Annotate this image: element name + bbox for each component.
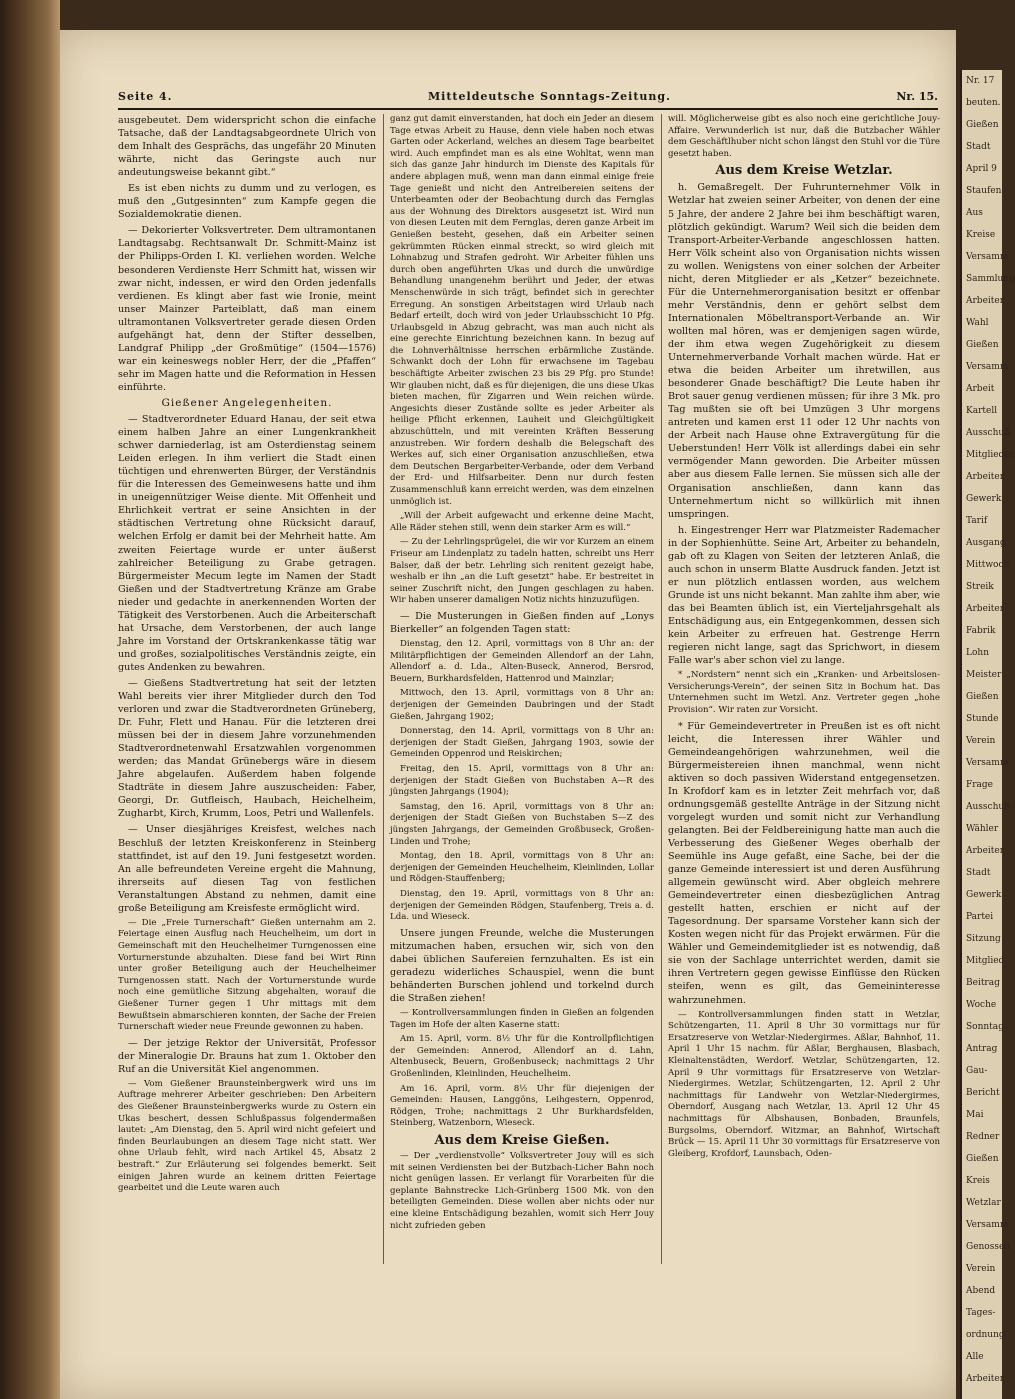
column-2 <box>390 114 654 1254</box>
adjacent-page-text: Gießen <box>966 1154 999 1164</box>
adjacent-page-text: Wahl <box>966 318 989 328</box>
adjacent-page-text: Lohn <box>966 648 989 658</box>
adjacent-page-text: Gießen <box>966 692 999 702</box>
adjacent-page-text: Fabrik <box>966 626 996 636</box>
paragraph: Am 16. April, vorm. 8½ Uhr für diejenigen der Gemeinden: Hausen, Langgöns, Leihgestern, Oppenrod, Rödgen, Trohe; nachmittags 2 Uhr Burkhardsfelden, Steinberg, Watzenborn, Wieseck. <box>390 1083 654 1129</box>
paragraph: Es ist eben nichts zu dumm und zu verlogen, es muß den „Gutgesinnten“ zum Kampfe gegen die Sozialdemokratie dienen. <box>118 183 376 221</box>
adjacent-page-text: Versamm <box>966 362 1009 372</box>
adjacent-page-text: Gewerk <box>966 890 1002 900</box>
adjacent-page-text: Frage <box>966 780 993 790</box>
paragraph: * Für Gemeindevertreter in Preußen ist es oft nicht leicht, die Interessen ihrer Wähler und Gemeindeangehörigen wahrzunehmen, weil die Bürgermeistereien ihnen manchmal, wenn nicht aktiven so doch passiven Widerstand entgegensetzen. In Krofdorf kam es in letzter Zeit mehrfach vor, daß ordnungsgemäß gestellte Anträge in der Sitzung nicht vorgelegt wurden und somit nicht zur Verhandlung gelangten. Bei der Feldbereinigung hatte man auch die Verbesserung des Gießener Weges oberhalb der Seemühle ins Auge gefaßt, eine Sache, bei der die ganze Gemeinde interessiert ist und deren Ausführung allgemein gewünscht wird. Aber obgleich mehrere Gemeindevertreter einen diesbezüglichen Antrag gestellt hatten, erschien er nicht auf der Tagesordnung. Der sparsame Vorsteher kann sich der Kosten wegen nicht für das Projekt erwärmen. Für die Wähler und Gemeindemitglieder ist es notwendig, daß sie von der Sachlage unterrichtet werden, damit sie ihren Vertretern gegen gewisse Einflüsse den Rücken steifen, wenn es gilt, das Gemeininteresse wahrzunehmen. <box>668 720 940 1006</box>
adjacent-page-text: Mai <box>966 1110 984 1120</box>
adjacent-page-text: Versamm <box>966 1220 1009 1230</box>
adjacent-page-text: Arbeiter <box>966 846 1005 856</box>
adjacent-page-text: beuten. <box>966 98 1001 108</box>
page-number: Seite 4. <box>118 90 173 103</box>
paragraph: — Die „Freie Turnerschaft“ Gießen unternahm am 2. Feiertage einen Ausflug nach Heuchelheim, um dort in Gemeinschaft mit den Heuchelheimer Turngenossen eine Vorturnerstunde abzuhalten. Diese fand bei Wirt Rinn unter großer Beteiligung auch der Heuchelheimer Turngenossen statt. Nach der Vorturnerstunde wurde noch eine gemütliche Sitzung abgehalten, worauf die Gießener Turner gegen 1 Uhr mittags mit dem Bewußtsein abmarschieren konnten, der Sache der Freien Turnerschaft wieder neue Freunde gewonnen zu haben. <box>118 917 376 1033</box>
paragraph: Montag, den 18. April, vormittags von 8 Uhr an: derjenigen der Gemeinden Heuchelheim, Kleinlinden, Lollar und Rödgen-Stauffenberg; <box>390 851 654 885</box>
adjacent-page-text: Wähler <box>966 824 999 834</box>
adjacent-page-text: Arbeiter <box>966 1374 1005 1384</box>
issue-number: Nr. 15. <box>896 90 938 103</box>
section-heading: Aus dem Kreise Wetzlar. <box>715 163 893 179</box>
paragraph: — Der jetzige Rektor der Universität, Professor der Mineralogie Dr. Brauns hat zum 1. Oktober den Ruf an die Universität Kiel angenommen. <box>118 1037 376 1075</box>
adjacent-page-text: Abend <box>966 1286 996 1296</box>
adjacent-page-text: Tarif <box>966 516 988 526</box>
paragraph: „Will der Arbeit aufgewacht und erkenne deine Macht, Alle Räder stehen still, wenn dein starker Arm es will.“ <box>390 511 654 533</box>
adjacent-page-text: Ausschuß <box>966 802 1011 812</box>
paragraph: Unsere jungen Freunde, welche die Musterungen mitzumachen haben, ersuchen wir, sich von den dabei üblichen Saufereien fernzuhalten. Es ist ein geradezu widerliches Schauspiel, wenn die bunt behänderten Burschen johlend und torkelnd durch die Straßen ziehen! <box>390 927 654 1004</box>
adjacent-page-text: Sammlung <box>966 274 1015 284</box>
adjacent-page-text: Redner <box>966 1132 1000 1142</box>
adjacent-page-text: Versamm <box>966 758 1009 768</box>
adjacent-page-text: ordnung <box>966 1330 1005 1340</box>
paragraph: * „Nordstern“ nennt sich ein „Kranken- und Arbeitslosen-Versicherungs-Verein“, der seinen Sitz in Bochum hat. Das Unternehmen sucht im Wetzl. Anz. Vertreter gegen „hohe Provision“. Wir raten zur Vorsicht. <box>668 670 940 715</box>
adjacent-page-text: Arbeit <box>966 384 995 394</box>
adjacent-page-text: Arbeiter <box>966 472 1005 482</box>
adjacent-page-text: Meister <box>966 670 1002 680</box>
adjacent-page-text: Wetzlar <box>966 1198 1001 1208</box>
paragraph: Dienstag, den 19. April, vormittags von 8 Uhr an: derjenigen der Gemeinden Rödgen, Staufenberg, Treis a. d. Lda. und Wieseck. <box>390 888 654 923</box>
adjacent-page-text: Genossen <box>966 1242 1011 1252</box>
adjacent-page-text: Beitrag <box>966 978 1000 988</box>
adjacent-page-text: Verein <box>966 736 996 746</box>
adjacent-page-text: Woche <box>966 1000 997 1010</box>
paragraph: ganz gut damit einverstanden, hat doch ein Jeder an diesem Tage etwas Arbeit zu Hause, denn viele haben noch etwas Garten oder Ackerland, welches an diesem Tage bearbeitet wird. Auch empfindet man es als eine Wohltat, wenn man sich das ganze Jahr hindurch im Dienste des Kapitals für andere abplagen muß, wenn man dann einmal einige freie Tage genießt und nicht den Antreibereien seitens der Unterbeamten oder der Beobachtung durch das Fernglas aus der Wohnung des Direktors ausgesetzt ist. Wird nun von diesen Leuten mit dem Fernglas, deren ganze Arbeit im Genießen besteht, gesehen, daß ein Arbeiter seinen gekrümmten Rücken einmal streckt, so wird gleich mit Lohnabzug und Strafen gedroht. Wir Arbeiter fühlen uns durch oben angeführten Ukas und durch die unwürdige Behandlung unangenehm berührt und Jeder, der etwas Menschenwürde in sich trägt, befindet sich in gerechter Erregung. An sonstigen Arbeitstagen wird Urlaub nach Bedarf erteilt, doch wird von jeder Urlaubsschicht 10 Pfg. Urlaubsgeld in Abzug gebracht, was man auch nicht als eine gerechte Einrichtung bezeichnen kann. In bezug auf die Lohnverhältnisse herrschen erbärmliche Zustände. Schwankt doch der Lohn für erwachsene im Tagebau beschäftigte Arbeiter zwischen 23 bis 29 Pfg. pro Stunde! Wir glauben nicht, daß es für diejenigen, die uns diese Ukas bieten machen, für Zigarren und Wein reichen würde. Angesichts dieser Zustände sollte es jeder Arbeiter als heilige Pflicht erkennen, Lauheit und Gleichgültigkeit abzuschütteln, und mit vereinten Kräften Besserung anzustreben. Wir fordern deshalb die Belegschaft des Werkes auf, sich einer Organisation anzuschließen, etwa dem Deutschen Bergarbeiter-Verbande, oder dem Verband der Erd- und Hilfsarbeiter. Denn nur durch festen Zusammenschluß kann erreicht werden, was dem einzelnen unmöglich ist. <box>390 114 654 507</box>
paragraph: Samstag, den 16. April, vormittags von 8 Uhr an: derjenigen der Stadt Gießen von Buchstaben S—Z des jüngsten Jahrgangs, der Gemeinden Großbuseck, Großen-Linden und Trohe; <box>390 801 654 847</box>
adjacent-page-text: Nr. 17 <box>966 76 995 86</box>
newspaper-page <box>60 30 956 1399</box>
column-divider <box>661 114 662 1264</box>
paragraph: Mittwoch, den 13. April, vormittags von 8 Uhr an: derjenigen der Gemeinden Daubringen und der Stadt Gießen, Jahrgang 1902; <box>390 688 654 722</box>
paragraph: Dienstag, den 12. April, vormittags von 8 Uhr an: der Militärpflichtigen der Gemeinden Allendorf an der Lahn, Allendorf a. d. Lda., Alten-Buseck, Annerod, Bersrod, Beuern, Burkhardsfelden, Hattenrod und Mainzlar; <box>390 639 654 684</box>
paragraph: ausgebeutet. Dem widerspricht schon die einfache Tatsache, daß der Landtagsabgeordnete Ulrich von dem Inhalt des Gesprächs, das ungefähr 20 Minuten währte, nicht das Geringste auch nur andeutungsweise bekannt gibt.“ <box>118 115 376 179</box>
header-rule <box>118 108 938 110</box>
adjacent-page-text: Ausschuß <box>966 428 1011 438</box>
adjacent-page-text: Kartell <box>966 406 998 416</box>
adjacent-page-text: Kreis <box>966 1176 990 1186</box>
adjacent-page-text: Mitglieder <box>966 450 1014 460</box>
adjacent-page-text: Arbeiter <box>966 296 1005 306</box>
adjacent-page-text: Tages- <box>966 1308 996 1318</box>
paragraph: will. Möglicherweise gibt es also noch eine gerichtliche Jouy-Affaire. Verwunderlich ist nur, daß die Butzbacher Wähler dem Geschäftlhuber nicht schon längst den Stuhl vor die Türe gesetzt haben. <box>668 114 940 159</box>
newspaper-title: Mitteldeutsche Sonntags-Zeitung. <box>428 90 671 103</box>
adjacent-page-text: Gießen <box>966 120 999 130</box>
adjacent-page-text: Mitglied <box>966 956 1005 966</box>
paragraph: — Zu der Lehrlingsprügelei, die wir vor Kurzem an einem Friseur am Lindenplatz zu tadeln hatten, schreibt uns Herr Balser, daß der betr. Lehrling sich renitent gezeigt habe, weshalb er ihn „an die Luft gesetzt“ habe. Er bestreitet in seiner Zuschrift nicht, den Jungen geschlagen zu haben. Wir haben unserer damaligen Notiz nichts hinzuzufügen. <box>390 537 654 606</box>
adjacent-page-text: Verein <box>966 1264 996 1274</box>
paragraph: — Gießens Stadtvertretung hat seit der letzten Wahl bereits vier ihrer Mitglieder durch den Tod verloren und zwar die Stadtverordneten Grüneberg, Dr. Fuhr, Flett und Hanau. Für die letzteren drei müssen bei der in diesem Jahre vorzunehmenden Stadtverordnetenwahl Ersatzwahlen vorgenommen werden; das Mandat Grünebergs wäre in diesem Jahre abgelaufen. Außerdem haben folgende Stadträte in diesem Jahre auszuscheiden: Faber, Georgi, Dr. Gutfleisch, Haubach, Heichelheim, Zugharbt, Kirch, Krumm, Loos, Petri und Wallenfels. <box>118 677 376 820</box>
adjacent-page-text: Partei <box>966 912 994 922</box>
adjacent-page-text: Ausgang <box>966 538 1006 548</box>
adjacent-page-text: Sonntag <box>966 1022 1004 1032</box>
column-3 <box>668 114 940 1254</box>
adjacent-page-text: Aus <box>966 208 983 218</box>
section-heading: Gießener Angelegenheiten. <box>161 396 333 409</box>
paragraph: Donnerstag, den 14. April, vormittags von 8 Uhr an: derjenigen der Stadt Gießen, Jahrgang 1903, sowie der Gemeinden Oppenrod und Reiskirchen; <box>390 726 654 760</box>
paragraph: — Unser diesjähriges Kreisfest, welches nach Beschluß der letzten Kreiskonferenz in Steinberg stattfindet, ist auf den 19. Juni festgesetzt worden. An alle befreundeten Vereine ergeht die Mahnung, ihrerseits auf diesen Tag von festlichen Veranstaltungen Abstand zu nehmen, damit eine große Beteiligung am Kreisfeste ermöglicht wird. <box>118 824 376 914</box>
column-1 <box>118 114 376 1254</box>
adjacent-page-text: Stunde <box>966 714 999 724</box>
paragraph: — Kontrollversammlungen finden in Gießen an folgenden Tagen im Hofe der alten Kaserne statt: <box>390 1007 654 1030</box>
paragraph: — Kontrollversammlungen finden statt in Wetzlar, Schützengarten, 11. April 8 Uhr 30 vormittags nur für Ersatzreserve von Wetzlar-Niedergirmes. Aßlar, Bahnhof, 11. April 1 Uhr 15 nachm. für Aßlar, Berghausen, Blasbach, Kleinaltenstädten, Werdorf. Wetzlar, Schützengarten, 12. April 9 Uhr vormittags für Ersatzreserve von Wetzlar-Niedergirmes. Wetzlar, Schützengarten, 12. April 2 Uhr nachmittags für Landwehr von Wetzlar-Niedergirmes, Oberndorf, Ausgang nach Wetzlar, 13. April 12 Uhr 45 nachmittags für Albshausen, Bonbaden, Braunfels, Burgsolms, Oberndorf. Witzmar, an Bahnhof, Wirtschaft Brück — 15. April 11 Uhr 30 vormittags für Ersatzreserve von Gleiberg, Krofdorf, Launsbach, Oden- <box>668 1009 940 1159</box>
paragraph: Am 15. April, vorm. 8½ Uhr für die Kontrollpflichtigen der Gemeinden: Annerod, Allendorf an d. Lahn, Altenbuseck, Beuern, Großenbuseck; nachmittags 2 Uhr Großenlinden, Kleinlinden, Heuchelheim. <box>390 1034 654 1079</box>
page-header <box>118 86 938 108</box>
adjacent-page-text: Antrag <box>966 1044 998 1054</box>
adjacent-page-edge <box>960 70 1015 1399</box>
adjacent-page-text: Staufen <box>966 186 1002 196</box>
paragraph: h. Gemaßregelt. Der Fuhrunternehmer Völk in Wetzlar hat zweien seiner Arbeiter, von denen der eine 5 Jahre, der andere 2 Jahre bei ihm beschäftigt waren, plötzlich gekündigt. Warum? Weil sich die beiden dem Transport-Arbeiter-Verbande angeschlossen hatten. Herr Völk scheint also von Organisation nichts wissen zu wollen. Wenigstens von einer solchen der Arbeiter nicht, deren Mitglieder er als „Ketzer“ bezeichnete. Für die Unternehmerorganisation besitzt er offenbar mehr Verständnis, denn er gehört selbst dem Internationalen Möbeltransport-Verbande an. Wir wollten mal hören, was er demjenigen sagen würde, der ihm etwa wegen Zugehörigkeit zu diesem Unternehmerverbande Vorhalt machen würde. Hat er etwa die beiden Arbeiter um ihretwillen, aus besonderer Gnade beschäftigt? Die Leute haben ihr Brot sauer genug verdienen müssen; für ihre 3 Mk. pro Tag mußten sie oft bei Umzügen 3 Uhr morgens antreten und kamen erst 11 oder 12 Uhr nachts von der Arbeit nach Hause ohne Extravergütung für die Ueberstunden! Herr Völk ist allerdings dabei ein sehr vermögender Mann geworden. Die Arbeiter müssen aber aus diesem Falle lernen. Sie müssen sich alle der Organisation anschließen, dann kann das Unternehmertum nicht so willkürlich mit ihnen umspringen. <box>668 182 940 520</box>
column-divider <box>383 114 384 1264</box>
section-heading: Aus dem Kreise Gießen. <box>434 1132 610 1148</box>
paragraph: h. Eingestrenger Herr war Platzmeister Rademacher in der Sophienhütte. Seine Art, Arbeiter zu behandeln, gab oft zu Klagen von Seiten der letzteren Anlaß, die auch schon in unserm Blatte Ausdruck fanden. Jetzt ist er nun plötzlich entlassen worden, aus welchem Grunde ist uns nicht bekannt. Man zahlte ihm aber, wie das bei Beamten üblich ist, ein Vierteljahrsgehalt als Entschädigung aus, ein Entgegenkommen, dessen sich kein Arbeiter zu erfreuen hat. Gestrenge Herrn regieren nicht lange, sagt das Sprichwort, in diesem Falle war's aber schon viel zu lange. <box>668 524 940 667</box>
paragraph: — Dekorierter Volksvertreter. Dem ultramontanen Landtagsabg. Rechtsanwalt Dr. Schmitt-Mainz ist der Philipps-Orden I. Kl. verliehen worden. Welche besonderen Verdienste Herr Schmitt hat, wissen wir zwar nicht, indessen, er wird den Orden jedenfalls verdienen. Es klingt aber fast wie Ironie, meint unser Mainzer Parteiblatt, daß man einem ultramontanen Volksvertreter gerade diesen Orden aufgehängt hat, denn der Stifter desselben, Landgraf Philipp „der Großmütige“ (1504—1576) war ein keineswegs nobler Herr, der die „Pfaffen“ sehr im Magen hatte und die Reformation in Hessen einführte. <box>118 225 376 393</box>
adjacent-page-text: Kreise <box>966 230 996 240</box>
paragraph: — Stadtverordneter Eduard Hanau, der seit etwa einem halben Jahre an einer Lungenkrankheit schwer darniederlag, ist am Osterdienstag seinem Leiden erlegen. In ihm verliert die Stadt einen tüchtigen und ehrenwerten Bürger, der Verständnis für die Interessen des Gemeinwesens hatte und ihm in uneigennütziger Weise diente. Mit Offenheit und Ehrlichkeit vertrat er seine Ansichten in der städtischen Vertretung ohne Rücksicht darauf, welchen Erfolg er damit bei der Mehrheit hatte. Am zweiten Feiertage wurde er unter äußerst zahlreicher Beteiligung zu Grabe getragen. Bürgermeister Mecum legte im Namen der Stadt Gießen und der Stadtvertretung Kränze am Grabe nieder und gedachte in anerkennenden Worten der Tätigkeit des Verstorbenen. Auch die Arbeiterschaft hat Ursache, dem Verstorbenen, der auch lange Jahre im Vorstand der Ortskrankenkasse tätig war und großes, sozialpolitisches Verständnis zeigte, ein gutes Andenken zu bewahren. <box>118 414 376 673</box>
adjacent-page-text: Streik <box>966 582 994 592</box>
adjacent-page-text: Stadt <box>966 868 991 878</box>
adjacent-page-text: Bericht <box>966 1088 1000 1098</box>
adjacent-page-text: Stadt <box>966 142 991 152</box>
adjacent-page-text: Alle <box>966 1352 984 1362</box>
adjacent-page-text: Mittwoch <box>966 560 1010 570</box>
adjacent-page-text: Gewerk <box>966 494 1002 504</box>
book-spine <box>0 0 60 1399</box>
paragraph: — Die Musterungen in Gießen finden auf „Lonys Bierkeller“ an folgenden Tagen statt: <box>390 610 654 635</box>
adjacent-page-text: Gießen <box>966 340 999 350</box>
paragraph: — Der „verdienstvolle“ Volksvertreter Jouy will es sich mit seinen Verdiensten bei der Butzbach-Licher Bahn noch nicht genügen lassen. Er verlangt für Vorarbeiten für die geplante Bahnstrecke Lich-Grünberg 1500 Mk. von den beteiligten Gemeinden. Diese wollen aber nichts oder nur eine kleine Entschädigung bezahlen, womit sich Herr Jouy nicht zufrieden geben <box>390 1150 654 1231</box>
paragraph: Freitag, den 15. April, vormittags von 8 Uhr an: derjenigen der Stadt Gießen von Buchstaben A—R des jüngsten Jahrgangs (1904); <box>390 763 654 798</box>
adjacent-page-text: Sitzung <box>966 934 1001 944</box>
adjacent-page-text: Gau- <box>966 1066 988 1076</box>
adjacent-page-text: Versamm <box>966 252 1009 262</box>
adjacent-page-text: Arbeiter <box>966 604 1005 614</box>
adjacent-page-text: April 9 <box>966 164 997 174</box>
paragraph: — Vom Gießener Braunsteinbergwerk wird uns im Auftrage mehrerer Arbeiter geschrieben: Den Arbeitern des Gießener Braunsteinbergwerks wurde zu Ostern ein Ukas beschert, dessen Schlußpassus folgendermaßen lautet: „Am Dienstag, den 5. April wird nicht gefeiert und finden Beurlaubungen an diesem Tage nicht statt. Wer ohne Urlaub fehlt, wird nach Artikel 45, Absatz 2 bestraft.“ Zur Erläuterung sei folgendes bemerkt. Seit einigen Jahren wurde an keinem dritten Feiertage gearbeitet und die Leute waren auch <box>118 1078 376 1194</box>
